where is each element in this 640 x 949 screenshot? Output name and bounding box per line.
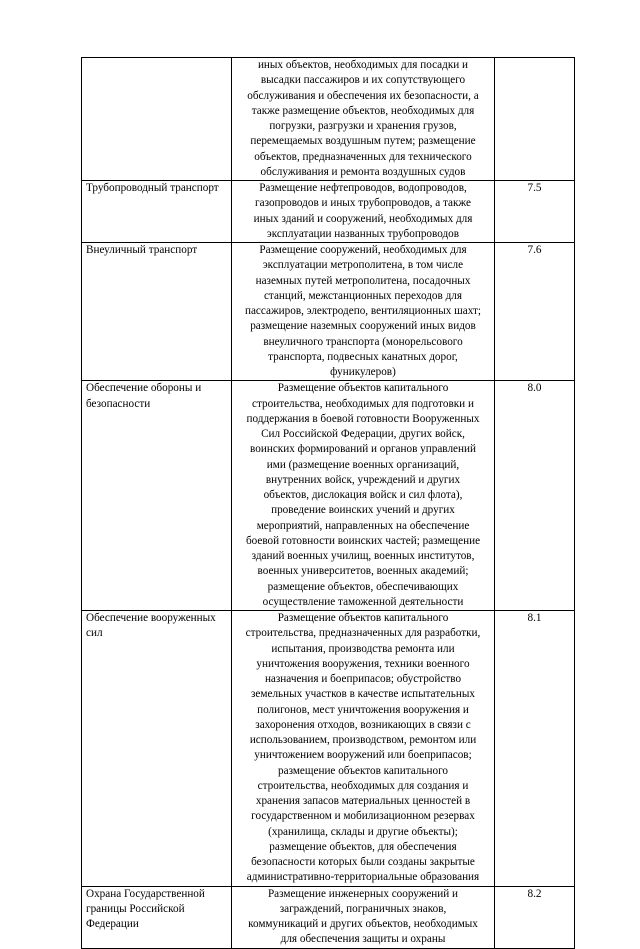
description-line: уничтожения вооружения, техники военного [256, 657, 470, 670]
description-line: Сил Российской Федерации, других войск, [261, 428, 465, 440]
description-line: захоронения отходов, возникающих в связи с [255, 718, 471, 731]
description-line: объектов, предназначенных для технического [254, 150, 472, 163]
row-name-cell [82, 58, 232, 181]
row-code-cell: 8.2 [495, 886, 575, 948]
row-code-cell: 8.1 [495, 611, 575, 887]
row-description-cell [232, 181, 495, 243]
table-row [82, 243, 575, 381]
description-line: заграждений, пограничных знаков, [279, 902, 447, 915]
table-row [82, 58, 575, 181]
description-line: наземных путей метрополитена, посадочных [255, 274, 471, 287]
description-line: для обеспечения защиты и охраны [280, 933, 446, 946]
land-use-table [81, 57, 575, 949]
description-line: Размещение нефтепроводов, водопроводов, [259, 182, 467, 194]
row-description-cell [232, 611, 495, 887]
description-line: Размещение объектов капитального [277, 382, 449, 395]
description-line: строительства, необходимых для подготовки и [252, 397, 474, 410]
description-line: (хранилища, склады и другие объекты); [268, 825, 458, 838]
description-line: эксплуатации названных трубопроводов [266, 227, 460, 240]
row-name-cell: Обеспечение обороны и безопасности [82, 381, 232, 611]
description-line: назначения и боеприпасов; обустройство [264, 673, 462, 685]
description-line: обслуживания и ремонта воздушных судов [260, 165, 466, 178]
description-line: внеуличного транспорта (монорельсового [263, 335, 463, 348]
description-line: зданий военных училищ, военных институтов, [251, 550, 475, 562]
row-code-cell: 7.6 [495, 243, 575, 381]
description-line: иных объектов, необходимых для посадки и [257, 59, 469, 71]
table-row [82, 381, 575, 611]
description-line: строительства, необходимых для создания и [257, 779, 469, 792]
row-name-cell: Трубопроводный транспорт [82, 181, 232, 243]
description-line: обслуживания и обеспечения их безопасности, а [247, 89, 479, 102]
description-line: объектов, дислокация войск и сил флота), [263, 489, 463, 501]
description-line: воинских формирований и органов управлений [250, 443, 476, 456]
description-line: мероприятий, направленных на обеспечение [256, 519, 470, 532]
description-line: использованием, производством, ремонтом или [249, 734, 477, 746]
row-name-cell: Внеуличный транспорт [82, 243, 232, 381]
description-line: коммуникаций и других объектов, необходимых [248, 918, 478, 930]
description-line: размещение объектов капитального [278, 764, 448, 777]
table-row [82, 611, 575, 887]
description-line: уничтожением вооружений или боеприпасов; [254, 749, 472, 762]
description-line: испытания, производства ремонта или [271, 642, 455, 655]
description-line: погрузки, разгрузки и хранения грузов, [269, 120, 457, 132]
description-line: земельных участков в качестве испытательных [251, 688, 475, 701]
row-description-cell [232, 381, 495, 611]
row-description-cell [232, 886, 495, 948]
description-line: станций, межстанционных переходов для [263, 289, 463, 302]
description-line: размещение объектов, для обеспечения [269, 840, 457, 853]
description-line: фуникулеров) [330, 366, 396, 378]
row-name-cell: Охрана Государственной границы Российской Федерации [82, 886, 232, 948]
row-description-cell [232, 243, 495, 381]
description-line: военных университетов, военных академий; [257, 565, 469, 578]
description-line: размещение объектов, обеспечивающих [267, 580, 459, 593]
row-code-cell [495, 58, 575, 181]
description-line: перемещаемых воздушным путем; размещение [250, 135, 476, 148]
description-line: иных зданий и сооружений, необходимых для [253, 212, 473, 225]
description-line: размещение наземных сооружений иных видов [250, 320, 476, 333]
description-line: проведение воинских учений и других [271, 504, 455, 517]
row-name-cell: Обеспечение вооруженных сил [82, 611, 232, 887]
description-line: строительства, предназначенных для разработки, [245, 627, 481, 640]
description-line: административно-территориальные образования [246, 871, 480, 884]
description-line: эксплуатации метрополитена, в том числе [262, 259, 464, 272]
row-description-cell [232, 58, 495, 181]
description-line: боевой готовности воинских частей; размещение [245, 534, 481, 547]
description-line: внутренних войск, учреждений и других [265, 473, 461, 486]
description-line: ими (размещение военных организаций, [266, 458, 460, 471]
row-code-cell: 7.5 [495, 181, 575, 243]
row-code-cell: 8.0 [495, 381, 575, 611]
description-line: пассажиров, электродепо, вентиляционных шахт; [244, 305, 482, 317]
description-line: хранения запасов материальных ценностей в [255, 795, 471, 807]
description-line: осуществление таможенной деятельности [262, 595, 464, 608]
description-line: высадки пассажиров и их сопутствующего [260, 74, 466, 87]
description-line: Размещение инженерных сооружений и [267, 887, 459, 900]
description-line: также размещение объектов, необходимых для [251, 104, 475, 117]
description-line: газопроводов и иных трубопроводов, а также [255, 197, 471, 210]
table-row [82, 886, 575, 948]
description-line: транспорта, подвесных канатных дорог, [268, 350, 458, 363]
table-row [82, 181, 575, 243]
description-line: безопасности которых были созданы закрытые [251, 856, 475, 868]
description-line: полигонов, мест уничтожения вооружения и [257, 703, 469, 716]
description-line: Размещение объектов капитального [277, 612, 449, 624]
description-line: Размещение сооружений, необходимых для [259, 244, 467, 256]
description-line: государственном и мобилизационном резервах [251, 810, 475, 823]
description-line: поддержания в боевой готовности Вооруженных [246, 412, 480, 425]
